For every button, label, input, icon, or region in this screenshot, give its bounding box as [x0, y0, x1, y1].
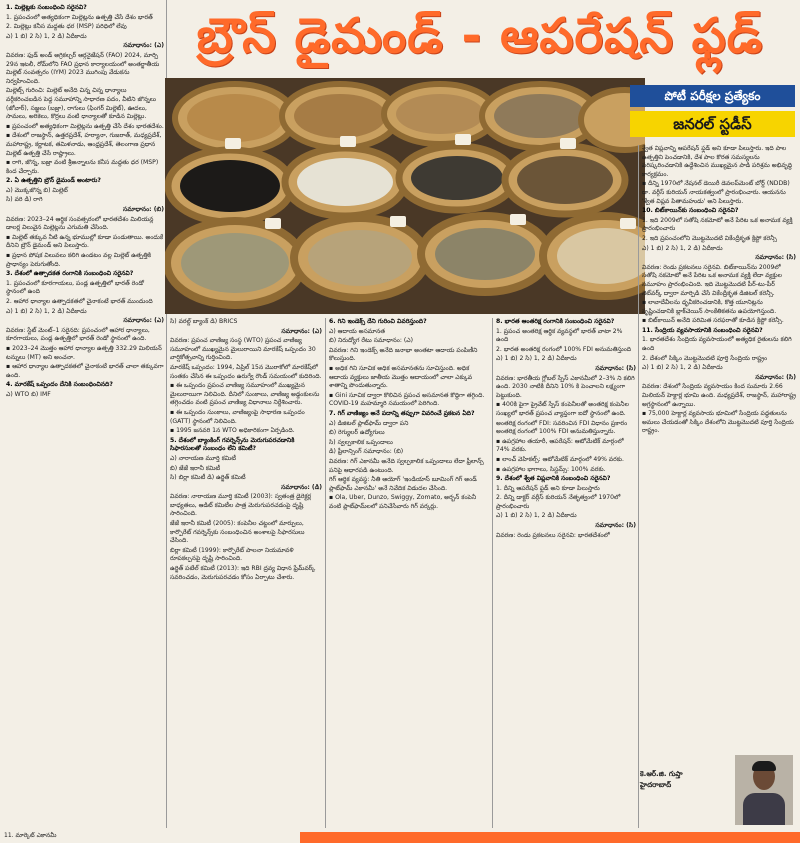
paragraph: గిగ్ ఆర్థిక వ్యవస్థ: నీతి ఆయోగ్ 'ఇండియాస్ బూమింగ్ గిగ్ అండ్ ప్లాట్‌ఫామ్ ఎకానమీ' అనే నివేదిక విడుదల చేసింది.	[329, 476, 477, 492]
paragraph: ఎ) 1 బి) 2 సి) 1, 2 డి) ఏదీకాదు	[642, 364, 723, 372]
column-5	[642, 145, 796, 751]
paragraph: బి) రెగ్యులర్ ఉద్యోగులు	[329, 429, 385, 437]
paragraph: ▪ ఉపగ్రహాల భాగాలు, సిస్టమ్స్: 100% వరకు.	[496, 465, 606, 473]
paragraph: మిల్లెట్స్ గురించి: మిల్లెట్ అనేది చిన్న చిన్న ధాన్యాలు వర్గీకరించబడిన పెద్ద సమూహాన్ని సాధారణ పదం, వీటిని జొన్నలు (జోవార్), సజ్జలు (బజ్రా), రాగులు (ఫింగర్ మిల్లెట్), ఊదలు, సామలు, అరికెలు, కొర్రలు వంటి ధాన్యాలతో కూడిన మిల్లెట్లు.	[6, 87, 157, 121]
paragraph: ఎ) 1 బి) 2 సి) 1, 2 డి) ఏదీకాదు	[642, 244, 723, 252]
paragraph: ▪ 400కి పైగా ప్రైవేట్ స్పేస్ కంపెనీలతో అంతరిక్ష కంపెనీల సంఖ్యలో భారత్ ప్రపంచ వ్యాప్తంగా ఐదో స్థానంలో ఉంది.	[496, 401, 629, 417]
column-divider	[325, 318, 326, 828]
answer: సమాధానం: (సి)	[755, 254, 796, 262]
paragraph: వివరణ: ఫుడ్ అండ్ అగ్రికల్చర్ ఆర్గనైజేషన్ (FAO) 2024, మార్చి 29న ఇటలీ, రోమ్‌లోని FAO ప్రధాన కార్యాలయంలో అంతర్జాతీయ మిల్లెట్ సంవత్సరం (IYM) 2023 ముగింపు వేడుకను నిర్వహించింది.	[6, 51, 160, 85]
question: 11. సేంద్రియ వ్యవసాయానికి సంబంధించి సరైనవి?	[642, 326, 763, 334]
answer: సమాధానం: (ఎ)	[123, 42, 164, 50]
paragraph: అంతరిక్ష రంగంలో FDI: సవరించిన FDI విధానం ప్రకారం అంతరిక్ష రంగంలో 100% FDI అనుమతిస్తున్నారు.	[496, 419, 628, 436]
paragraph: 1. ప్రపంచ అంతరిక్ష ఆర్థిక వ్యవస్థలో భారత్ వాటా 2% ఉంది	[496, 327, 623, 344]
column-3	[329, 318, 489, 828]
paragraph: ▪ ప్రపంచంలో అత్యధికంగా మిల్లెట్లను ఉత్పత్తి చేసే దేశం భారతదేశం.	[6, 122, 164, 130]
question: 9. దేశంలో శ్వేత విప్లవానికి సంబంధించి సరైనవి?	[496, 475, 611, 483]
answer: సమాధానం: (సి)	[595, 364, 636, 372]
paragraph: వివరణ: రెండు ప్రకటనలు సరైనవి: భారతదేశంలో	[496, 531, 610, 539]
paragraph: వివరణ: ప్రపంచ వాణిజ్య సంస్థ (WTO) ప్రపంచ వాణిజ్య సమూహంలో ముఖ్యమైన మైలురాయిని మారకేష్ ఒప్పందం 30 వార్షికోత్సవాన్ని గుర్తించింది.	[170, 337, 316, 362]
paragraph: ▪ ఈ ఒప్పందం ప్రపంచ వాణిజ్య సమూహంలో ముఖ్యమైన మైలురాయిగా నిలిచింది. దీనిలో సుంకాలు, వాణిజ్య అడ్డంకులను తగ్గించడం వంటి ప్రపంచ వాణిజ్య విధానాలు నిర్దేశించారు.	[170, 382, 320, 407]
paragraph: ▪ 75,000 హెక్టార్ల వ్యవసాయ భూమిలో సేంద్రియ పద్ధతులను అమలు చేయడంతో సిక్కిం దేశంలోని మొట్టమొదటి పూర్తి సేంద్రియ రాష్ట్రం.	[642, 410, 794, 435]
paragraph: సి) స్వల్పకాలిక ఒప్పందాలు	[329, 438, 393, 446]
next-headline-bar	[300, 832, 800, 843]
paragraph: వివరణ: భారతీయ గ్లోబల్ స్పేస్ ఎకానమీలో 2–3% ని కలిగి ఉంది. 2030 నాటికి దీనిని 10% కి పెంచాలని లక్ష్యంగా పెట్టుకుంది.	[496, 374, 635, 399]
paragraph: ఎ) 1 బి) 2 సి) 1, 2 డి) ఏదీకాదు	[496, 355, 577, 363]
paragraph: ఎ) 1 బి) 2 సి) 1, 2 డి) ఏదీకాదు	[6, 307, 87, 315]
author-block	[640, 755, 795, 830]
author-photo	[735, 755, 793, 825]
paragraph: ఉర్జిత్ పటేల్ కమిటీ (2013): ఇది RBI ద్రవ్య విధాన ఫ్రేమ్‌వర్క్ సవరించడం, మెరుగుపరచడం కోసం ఏర్పాటు చేశారు.	[170, 565, 316, 581]
column-1	[6, 4, 164, 828]
answer: సమాధానం: (ఎ)	[123, 317, 164, 325]
paragraph: ▪ ప్రధాన పోషక విలువలు కలిగి ఉండటం వల్ల మిల్లెట్ ఉత్పత్తికి ప్రాధాన్యం పెరుగుతోంది.	[6, 252, 152, 268]
paragraph: ▪ దేశంలో రాజస్థాన్, ఉత్తరప్రదేశ్, హర్యానా, గుజరాత్, మధ్యప్రదేశ్, మహారాష్ట్ర, కర్ణాటక, తమిళనాడు, ఆంధ్రప్రదేశ్, తెలంగాణ ప్రధాన మిల్లెట్ ఉత్పత్తి చేసే రాష్ట్రాలు.	[6, 132, 162, 157]
paragraph: ▪ లావాదేవీలను ధృవీకరించడానికి, కొత్త యూనిట్లను సృష్టించడానికి బ్లాక్‌చెయిన్ సాంకేతికతను ఉపయోగిస్తుంది.	[642, 299, 777, 315]
paragraph: ▪ 1995 జనవరి 1న WTO అధికారికంగా ఏర్పడింది.	[170, 427, 295, 435]
answer: సమాధానం: (బి)	[122, 206, 164, 214]
paragraph: 1. ప్రపంచంలో అత్యధికంగా మిల్లెట్లను ఉత్పత్తి చేసే దేశం భారత్	[6, 13, 153, 21]
paragraph: ఎ) WTO బి) IMF	[6, 390, 51, 398]
column-2	[170, 318, 322, 828]
column-divider	[492, 318, 493, 828]
next-article-snippet: 11. మార్కెట్ ఎకానమీ	[4, 832, 57, 839]
question: 8. భారత ఆంతరిక్ష రంగానికి సంబంధించి సరైనవి?	[496, 318, 615, 325]
answer: సమాధానం: (సి)	[755, 373, 796, 381]
paragraph: ▪ ఆహార ధాన్యాల ఉత్పాదకతలో చైనాకంటే భారత్ చాలా తక్కువగా ఉంది.	[6, 363, 164, 379]
paragraph: ▪ మిల్లెట్ తక్కువ నీటి ఉన్న భూముల్లో కూడా పండుతాయి. అందుకే దీనిని బ్రౌన్ డైమండ్ అని పిలుస్తారు.	[6, 233, 164, 250]
paragraph: మారకేష్ ఒప్పందం: 1994, ఏప్రిల్ 15న మొరాకోలో మారకేష్‌లో సంతకం చేసిన ఈ ఒప్పందం ఉరుగ్వే రౌండ్ సమయంలో కుదిరింది.	[170, 363, 322, 380]
paragraph: వివరణ: గిని ఇండెక్స్ అనేది జనాభా అంతటా ఆదాయ పంపిణీని కొలుస్తుంది.	[329, 346, 478, 363]
paragraph: సి) వరి డి) రాగి	[6, 196, 43, 204]
exam-special-tag: పోటీ పరీక్షల ప్రత్యేకం	[630, 85, 795, 107]
paragraph: 2. ఇది ప్రపంచంలోని మొట్టమొదటి వికేంద్రీకృత క్రిప్టో కరెన్సీ	[642, 234, 777, 242]
paragraph: ఎ) డిజిటల్ ప్లాట్‌ఫామ్ ద్వారా పని	[329, 419, 409, 427]
paragraph: ▪ 2023–24 మొత్తం ఆహార ధాన్యాల ఉత్పత్తి 332.29 మిలియన్ టన్నులు (MT) అని అంచనా.	[6, 344, 162, 361]
paragraph: ▪ లాంచ్ వెహికల్స్: ఆటోమేటిక్ మార్గంలో 49% వరకు.	[496, 455, 624, 463]
paragraph: ▪ అధిక గిని సూచిక అధిక అసమానతను సూచిస్తుంది. అధిక ఆదాయ వ్యక్తులు జాతీయ మొత్తం ఆదాయంలో చాలా ఎక్కువ శాతాన్ని పొందుతున్నారు.	[329, 364, 473, 390]
answer: సమాధానం: (ఎ)	[281, 327, 322, 335]
paragraph: 2. మిల్లెట్లు కనీస మద్దతు ధర (MSP) పరిధిలో లేవు	[6, 23, 127, 31]
paragraph: 1. దీన్ని ఆపరేషన్ ఫ్లడ్ అని కూడా పిలుస్తారు	[496, 484, 600, 492]
headline: బ్రౌన్ డైమండ్ - ఆపరేషన్ ఫ్లడ్	[196, 8, 764, 64]
paragraph: 2. దీన్ని డాక్టర్ వర్గీస్ కురియన్ నేతృత్వంలో 1970లో ప్రారంభించారు	[496, 494, 621, 510]
paragraph: ఎ) నారాయణ మూర్తి కమిటీ	[170, 454, 236, 462]
paragraph: ▪ Gini సూచిక ద్వారా కొలిచిన ప్రపంచ అసమానత కొద్దిగా తగ్గింది. COVID-19 మహమ్మారి సమయంలో పెరిగింది.	[329, 391, 485, 408]
topic-tags	[630, 85, 795, 140]
answer: సమాధానం: (డి)	[281, 483, 322, 491]
paragraph: సి) బిర్లా కమిటీ డి) ఉర్జిత్ కమిటీ	[170, 474, 246, 482]
answer: సమాధానం: (సి)	[595, 522, 636, 530]
paragraph: శ్వేత విప్లవాన్ని ఆపరేషన్ ఫ్లడ్ అని కూడా పిలుస్తారు. ఇది పాల ఉత్పత్తిని పెంచడానికి, దేశ పాల కొరత సమస్యలను పరిష్కరించడానికి ఉద్దేశించిన ముఖ్యమైన పాడి పరిశ్రమ అభివృద్ధి కార్యక్రమం.	[642, 145, 793, 178]
millet-baskets-illustration	[165, 78, 645, 314]
paragraph: 2. ఆహార ధాన్యాల ఉత్పాదకతలో చైనాకంటే భారత్ ముందుంది	[6, 298, 153, 305]
paragraph: బిర్లా కమిటీ (1999): కార్పొరేట్ పాలనా నియమావళి రూపకల్పనపై దృష్టి సారించింది.	[170, 546, 294, 563]
paragraph: వివరణ: నారాయణ మూర్తి కమిటీ (2003): స్వతంత్ర డైరెక్టర్ల బాధ్యతలు, ఆడిట్ కమిటీల పాత్ర మెరుగుపరచడంపై దృష్టి సారించింది.	[170, 493, 312, 518]
paragraph: ఎ) 1 బి) 2 సి) 1, 2 డి) ఏదీకాదు	[6, 32, 87, 40]
subject-tag: జనరల్ స్టడీస్	[630, 111, 795, 137]
author-city: హైదరాబాద్	[640, 781, 672, 789]
paragraph: వివరణ: గిగ్ ఎకానమీ అనేది స్వల్పకాలిక ఒప్పందాలు లేదా ఫ్రీలాన్స్ పనిపై ఆధారపడి ఉంటుంది.	[329, 457, 484, 474]
paragraph: ఎ) 1 బి) 2 సి) 1, 2 డి) ఏదీకాదు	[496, 512, 577, 520]
author-name-block	[640, 769, 730, 791]
question: 5. దేశంలో బ్యాంకింగ్ గవర్నెన్స్‌ను మెరుగుపరచడానికి సిఫారసులతో సంబంధం లేని కమిటీ?	[170, 436, 295, 453]
question: 2. ఏ ఉత్పత్తిని బ్రౌన్ డైమండ్ అంటారు?	[6, 177, 101, 185]
paragraph: ▪ Ola, Uber, Dunzo, Swiggy, Zomato, అర్బన్ కంపెనీ వంటి ప్లాట్‌ఫామ్‌లలో పనిచేసేవారు గిగ్ వర్కర్లు.	[329, 494, 477, 510]
question: 1. మిల్లెట్లకు సంబంధించి సరైనవి?	[6, 4, 87, 11]
paragraph: ▪ ఈ ఒప్పందం సుంకాలు, వాణిజ్యంపై సాధారణ ఒప్పందం (GATT) స్థానంలో నిలిచింది.	[170, 408, 305, 425]
question: 4. మారకేష్ ఒప్పందం దేనికి సంబంధించినది?	[6, 381, 113, 389]
paragraph: బి) నిరుద్యోగ రేటు సమాధానం: (ఎ)	[329, 337, 413, 345]
paragraph: డి) ఫ్రీలాన్సింగ్ సమాధానం: (బి)	[329, 448, 404, 456]
author-name: కె.ఆర్.జి. గుప్తా	[640, 770, 683, 778]
column-4	[496, 318, 636, 828]
paragraph: వివరణ: స్టేట్ మెంట్–1 సరైనది: ప్రపంచంలో ఆహార ధాన్యాలు, కూరగాయలు, పండ్ల ఉత్పత్తిలో భారత్ రెండో స్థానంలో ఉంది.	[6, 326, 150, 343]
paragraph: వివరణ: దేశంలో సేంద్రియ వ్యవసాయం కింద సుమారు 2.66 మిలియన్ హెక్టార్ల భూమి ఉంది. మధ్యప్రదేశ్, రాజస్థాన్, మహారాష్ట్ర అగ్రస్థానంలో ఉన్నాయి.	[642, 383, 796, 408]
paragraph: ▪ ఉపగ్రహాల తయారీ, ఆపరేషన్: ఆటోమేటిక్ మార్గంలో 74% వరకు.	[496, 437, 624, 454]
paragraph: సి) వరల్డ్ బ్యాంక్ డి) BRICS	[170, 318, 238, 325]
question: 10. బిట్‌కాయిన్‌కు సంబంధించి సరైనవి?	[642, 207, 739, 215]
paragraph: బి) జేజే ఇరానీ కమిటీ	[170, 464, 221, 472]
millet-baskets-photo	[165, 78, 645, 314]
paragraph: 1. ప్రపంచంలో కూరగాయలు, పండ్ల ఉత్పత్తిలో భారత్ రెండో స్థానంలో ఉంది	[6, 279, 144, 296]
paragraph: వివరణ: రెండు ప్రకటనలు సరైనవి. బిట్‌కాయిన్‌ను 2009లో సతోషి నకమోటో అనే పేరిట ఒక అనామక వ్యక్తి లేదా వ్యక్తుల సమూహం ప్రారంభించింది. ఇది మొట్టమొదటి పీర్-టు-పీర్ నెట్‌వర్క్ ద్వారా మార్పిడి చేసే వికేంద్రీకృత డిజిటల్ కరెన్సీ.	[642, 263, 782, 297]
paragraph: ఎ) ఆదాయ అసమానత	[329, 327, 386, 335]
question: 7. గిగ్ వాణిజ్యం అనే పదాన్ని తప్పుగా వివరించే ప్రకటన ఏది?	[329, 409, 475, 417]
paragraph: ఎ) మొక్కజొన్న బి) మిల్లెట్	[6, 186, 68, 194]
paragraph: 1. ఇది 2009లో సతోషి నకమోటో అనే పేరిట ఒక అనామక వ్యక్తి ప్రారంభించారు	[642, 216, 793, 233]
paragraph: 1. భారతదేశం సేంద్రియ వ్యవసాయంలో అత్యధిక రైతులను కలిగి ఉంది	[642, 336, 792, 353]
paragraph: ▪ బిట్‌కాయిన్ అనేది పరిమిత సరఫరాతో కూడిన క్రిప్టో కరెన్సీ.	[642, 317, 784, 325]
column-divider	[638, 145, 639, 828]
next-article-strip	[0, 830, 800, 843]
paragraph: వివరణ: 2023–24 ఆర్థిక సంవత్సరంలో భారతదేశం మిలియన్ల డాలర్ల విలువైన మిల్లెట్లను ఎగుమతి చేసింది.	[6, 215, 154, 232]
paragraph: 2. దేశంలో సిక్కిం మొట్టమొదటి పూర్తి సేంద్రియ రాష్ట్రం	[642, 354, 768, 362]
paragraph: ▪ రాగి, జొన్న, బజ్రా వంటి శ్రీఅన్నాలను కనీస మద్దతు ధర (MSP) కింద చేర్చారు.	[6, 159, 159, 175]
question: 3. దేశంలో ఉత్పాదకత రంగానికి సంబంధించి సరైనవి?	[6, 270, 134, 278]
paragraph: ▪ దీన్ని 1970లో నేషనల్ డెయిరీ డెవలప్‌మెంట్ బోర్డ్ (NDDB) డా. వర్గీస్ కురియన్ నాయకత్వంలో ప్రారంభించారు. ఆయనను 'శ్వేత విప్లవ పితామహుడు' అని పిలుస్తారు.	[642, 180, 790, 205]
question: 6. గిని ఇండెక్స్ దేని గురించి వివరిస్తుంది?	[329, 318, 427, 325]
paragraph: జేజే ఇరానీ కమిటీ (2005): కంపెనీల చట్టంలో మార్పులు, కార్పొరేట్ గవర్నెన్స్‌కు సంబంధించిన అంశాలపై సిఫారసులు చేసింది.	[170, 520, 305, 545]
paragraph: 2. భారత అంతరిక్ష రంగంలో 100% FDI అనుమతిస్తుంది	[496, 345, 632, 353]
